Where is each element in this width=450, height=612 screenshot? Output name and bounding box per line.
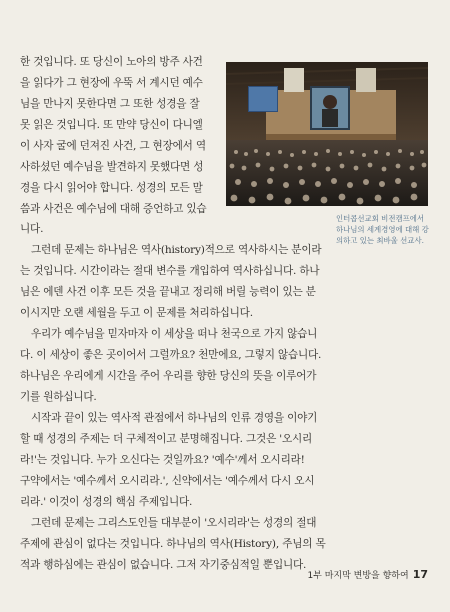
text-line: 적과 행하심에는 관심이 없습니다. 그저 자기중심적일 뿐입니다. bbox=[20, 559, 307, 571]
text-line: 못 읽은 것입니다. 또 만약 당신이 다니엘 bbox=[20, 119, 203, 131]
text-line: 기를 원하십니다. bbox=[20, 391, 97, 403]
chapter-title: 1부 마지막 변방을 향하여 bbox=[307, 571, 409, 581]
lecture-photo bbox=[226, 62, 428, 206]
text-line: 는 것입니다. 시간이라는 절대 변수를 개입하여 역사하십니다. 하나 bbox=[20, 265, 320, 277]
text-line: 구약에서는 '예수께서 오시리라.', 신약에서는 '예수께서 다시 오시 bbox=[20, 475, 315, 487]
text-line: 리라.' 이것이 성경의 핵심 주제입니다. bbox=[20, 496, 193, 508]
text-line: 니다. bbox=[20, 223, 44, 235]
text-line: 주제에 관심이 없다는 것입니다. 하나님의 역사(History), 주님의 목 bbox=[20, 538, 326, 550]
text-line: 님은 에덴 사건 이후 모든 것을 끝내고 정리해 버릴 능력이 있는 분 bbox=[20, 286, 316, 298]
text-line: 그런데 문제는 하나님은 역사(history)적으로 역사하시는 분이라 bbox=[31, 244, 322, 256]
text-line: 그런데 문제는 그리스도인들 대부분이 '오시리라'는 성경의 절대 bbox=[31, 517, 317, 529]
page-number: 17 bbox=[412, 568, 428, 581]
text-line: 씀과 사건은 예수님에 대해 증언하고 있습 bbox=[20, 203, 207, 215]
text-line: 우리가 예수님을 믿자마자 이 세상을 떠나 천국으로 가지 않습니 bbox=[31, 328, 318, 340]
photo-caption: 인터콥선교회 비전캠프에서 하나님의 세계경영에 대해 강의하고 있는 최바울 선교사. bbox=[336, 214, 429, 245]
page-footer bbox=[307, 568, 428, 581]
text-line: 님을 만나지 못한다면 그 또한 성경을 잘 bbox=[20, 98, 200, 110]
text-line: 시작과 끝이 있는 역사적 관점에서 하나님의 인류 경영을 이야기 bbox=[31, 412, 318, 424]
text-line: 이 사자 굴에 던져진 사건, 그 현장에서 역 bbox=[20, 140, 206, 152]
text-line: 경을 다시 읽어야 합니다. 성경의 모든 말 bbox=[20, 182, 203, 194]
text-line: 할 때 성경의 주제는 더 구체적이고 분명해집니다. 그것은 '오시리 bbox=[20, 433, 313, 445]
text-line: 을 읽다가 그 현장에 우뚝 서 계시던 예수 bbox=[20, 77, 203, 89]
text-line: 이시지만 오랜 세월을 두고 이 문제를 처리하십니다. bbox=[20, 307, 253, 319]
text-line: 사하셨던 예수님을 발견하지 못했다면 성 bbox=[20, 161, 204, 173]
text-line: 라!'는 것입니다. 누가 오신다는 것일까요? '예수'께서 오시리라! bbox=[20, 454, 305, 466]
text-line: 다. 이 세상이 좋은 곳이어서 그럴까요? 천만에요, 그렇지 않습니다. bbox=[20, 349, 322, 361]
text-line: 한 것입니다. 또 당신이 노아의 방주 사건 bbox=[20, 56, 203, 68]
text-line: 하나님은 우리에게 시간을 주어 우리를 향한 당신의 뜻을 이루어가 bbox=[20, 370, 317, 382]
